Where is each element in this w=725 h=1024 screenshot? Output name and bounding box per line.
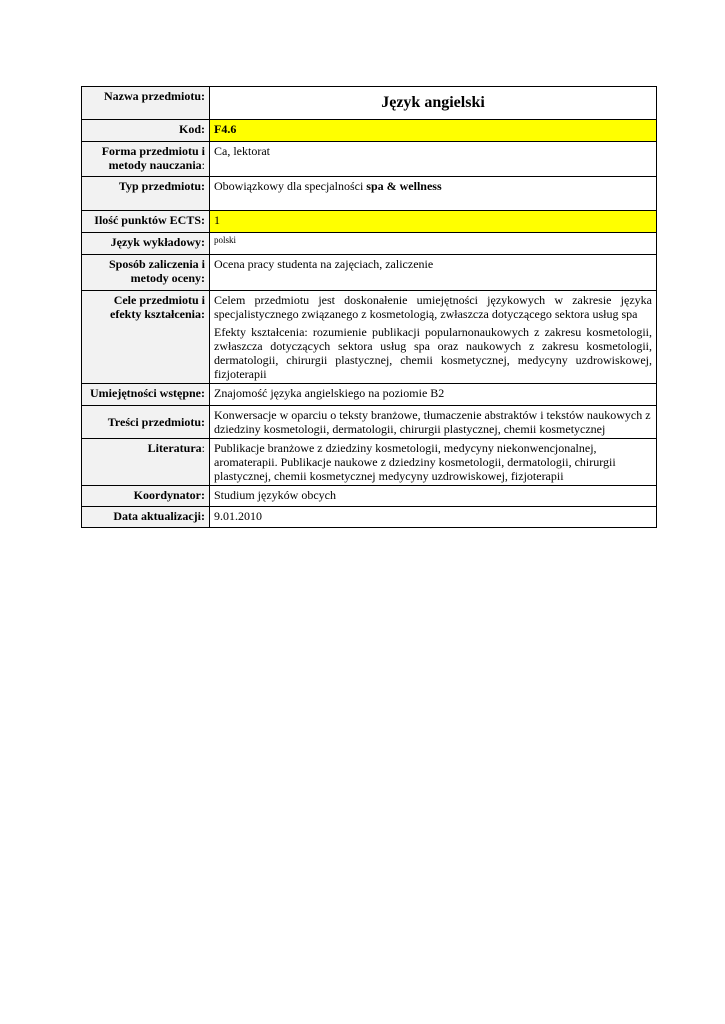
course-card-table [81,86,657,528]
ects-value: 1 [210,211,657,233]
form-label-colon: : [201,158,205,172]
course-name-label: Nazwa przedmiotu: [82,87,210,120]
row-assessment [82,255,657,291]
type-value-bold: spa & wellness [366,179,442,193]
objectives-paragraph: Celem przedmiotu jest doskonałenie umiejętności językowych w zakresie języka specjalistycznego związanego z kosmetologią, zwłaszcza dotyczącego sektora usług spa [214,293,652,321]
code-value: F4.6 [210,120,657,142]
coordinator-value: Studium języków obcych [210,486,657,507]
updated-label: Data aktualizacji: [82,507,210,528]
row-coordinator [82,486,657,507]
form-label [82,142,210,177]
updated-value: 9.01.2010 [210,507,657,528]
row-course-name [82,87,657,120]
row-updated [82,507,657,528]
code-label: Kod: [82,120,210,142]
objectives-label: Cele przedmiotu i efekty kształcenia: [82,291,210,384]
row-type [82,177,657,211]
form-label-text: Forma przedmiotu i metody nauczania [101,144,205,172]
outcomes-paragraph: Efekty kształcenia: rozumienie publikacji popularnonaukowych z zakresu kosmetologii, zwłaszcza dotyczących sektora usług spa oraz naukowych z zakresu kosmetologii, dermatologii, chirurgii plastycznej, chemii kosmetycznej, medycyny uzdrowiskowej, fizjoterapii [214,325,652,381]
row-prerequisites [82,384,657,406]
row-code [82,120,657,142]
type-label: Typ przedmiotu: [82,177,210,211]
form-value: Ca, lektorat [210,142,657,177]
assessment-label: Sposób zaliczenia i metody oceny: [82,255,210,291]
course-name-cell [210,87,657,120]
type-value-text: Obowiązkowy dla specjalności [214,179,367,193]
prerequisites-label: Umiejętności wstępne: [82,384,210,406]
course-name-value: Język angielski [381,94,485,111]
row-ects [82,211,657,233]
literature-label-colon: : [201,441,205,455]
ects-label: Ilość punktów ECTS: [82,211,210,233]
assessment-value: Ocena pracy studenta na zajęciach, zaliczenie [210,255,657,291]
prerequisites-value: Znajomość języka angielskiego na poziomie B2 [210,384,657,406]
language-label: Język wykładowy: [82,233,210,255]
content-label: Treści przedmiotu: [82,406,210,439]
content-value: Konwersacje w oparciu o teksty branżowe, tłumaczenie abstraktów i tekstów naukowych z dziedziny kosmetologii, dermatologii, chirurgii plastycznej, chemii kosmetycznej [210,406,657,439]
objectives-cell [210,291,657,384]
row-language [82,233,657,255]
row-form [82,142,657,177]
type-value [210,177,657,211]
literature-label [82,439,210,486]
row-content [82,406,657,439]
row-objectives [82,291,657,384]
coordinator-label: Koordynator: [82,486,210,507]
literature-value: Publikacje branżowe z dziedziny kosmetologii, medycyny niekonwencjonalnej, aromaterapii. Publikacje naukowe z dziedziny kosmetologii, dermatologii, chirurgii plastycznej, chemii kosmetycznej medycyny uzdrowiskowej, fizjoterapii [210,439,657,486]
language-value: polski [210,233,657,255]
literature-label-text: Literatura [147,441,202,455]
row-literature [82,439,657,486]
